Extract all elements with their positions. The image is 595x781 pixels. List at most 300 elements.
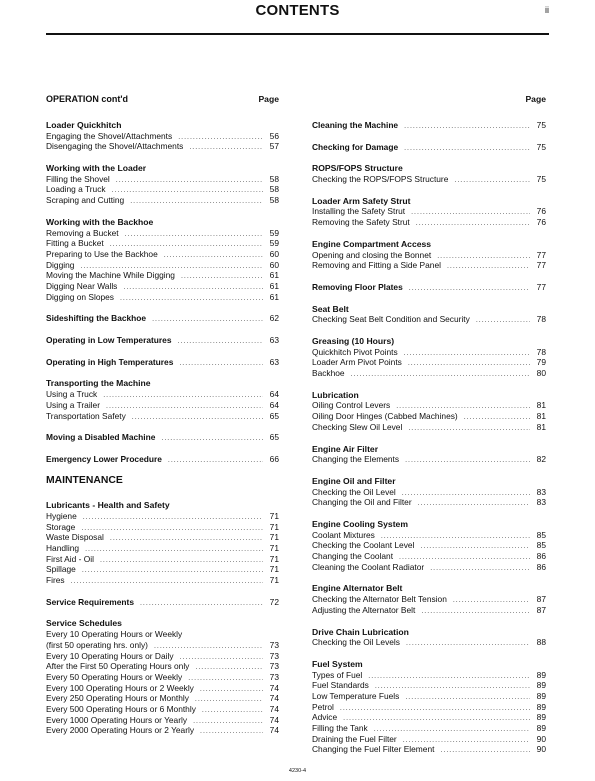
- toc-entry-page: 71: [269, 553, 279, 564]
- toc-entry[interactable]: [312, 357, 546, 368]
- toc-entry-label: After the First 50 Operating Hours only: [46, 661, 190, 672]
- toc-entry-label: Petrol: [312, 701, 334, 712]
- dot-leader: [180, 653, 263, 664]
- toc-entry[interactable]: [312, 702, 546, 713]
- dot-leader: [343, 714, 530, 725]
- dot-leader: [116, 176, 263, 187]
- dot-leader: [374, 725, 530, 736]
- toc-entry[interactable]: [46, 174, 279, 185]
- toc-entry[interactable]: [312, 368, 546, 379]
- toc-entry-label: Moving the Machine While Digging: [46, 270, 175, 281]
- toc-entry-label: Checking Slew Oil Level: [312, 421, 403, 432]
- toc-entry-page: 63: [269, 356, 279, 367]
- toc-entry-page: 90: [536, 744, 546, 755]
- toc-entry[interactable]: [46, 228, 279, 239]
- toc-entry-label: Emergency Lower Procedure: [46, 453, 162, 464]
- toc-entry[interactable]: [46, 554, 279, 565]
- dot-leader: [404, 144, 530, 155]
- toc-entry-label: Removing and Fitting a Side Panel: [312, 260, 441, 271]
- toc-section: [46, 120, 279, 152]
- toc-entry[interactable]: [312, 723, 546, 734]
- toc-entry[interactable]: [312, 250, 546, 261]
- toc-entry-page: 71: [269, 532, 279, 543]
- toc-entry[interactable]: [46, 238, 279, 249]
- left-column: [46, 94, 279, 747]
- toc-entry-label: Using a Truck: [46, 389, 98, 400]
- toc-entry-page: 76: [536, 206, 546, 217]
- toc-entry[interactable]: [46, 411, 279, 422]
- toc-entry[interactable]: [312, 497, 546, 508]
- toc-entry-label: Checking the Coolant Level: [312, 540, 415, 551]
- toc-entry-page: 64: [269, 389, 279, 400]
- dot-leader: [188, 674, 263, 685]
- toc-entry-label: Digging on Slopes: [46, 291, 114, 302]
- toc-section-entry[interactable]: [46, 597, 279, 608]
- dot-leader: [447, 262, 530, 273]
- toc-entry-label: Every 500 Operating Hours or 6 Monthly: [46, 703, 196, 714]
- toc-entry-page: 82: [536, 454, 546, 465]
- toc-entry[interactable]: [312, 454, 546, 465]
- toc-entry[interactable]: [312, 551, 546, 562]
- dot-leader: [408, 424, 530, 435]
- dot-leader: [178, 337, 264, 348]
- toc-entry[interactable]: [46, 629, 279, 640]
- toc-section: [46, 335, 279, 346]
- toc-section-entry[interactable]: [312, 282, 546, 293]
- toc-entry-label: Every 10 Operating Hours or Weekly: [46, 629, 183, 640]
- toc-entry-page: 59: [269, 227, 279, 238]
- toc-entry-page: 80: [536, 368, 546, 379]
- toc-entry-label: Coolant Mixtures: [312, 529, 375, 540]
- toc-section-heading: Seat Belt: [312, 303, 349, 314]
- toc-entry-page: 59: [269, 238, 279, 249]
- toc-entry[interactable]: [312, 411, 546, 422]
- toc-section-entry[interactable]: [312, 120, 546, 131]
- toc-entry-label: Changing the Oil and Filter: [312, 497, 412, 508]
- toc-entry-label: Advice: [312, 712, 338, 723]
- toc-entry[interactable]: [46, 522, 279, 533]
- toc-entry[interactable]: [46, 651, 279, 662]
- toc-entry-page: 74: [269, 682, 279, 693]
- toc-entry[interactable]: [46, 661, 279, 672]
- toc-section: [46, 313, 279, 324]
- toc-entry[interactable]: [46, 543, 279, 554]
- toc-entry-page: 74: [269, 703, 279, 714]
- toc-entry-page: 72: [269, 596, 279, 607]
- toc-entry-page: 83: [536, 497, 546, 508]
- toc-entry[interactable]: [46, 195, 279, 206]
- toc-entry-page: 65: [269, 410, 279, 421]
- toc-section-heading: Lubricants - Health and Safety: [46, 500, 170, 511]
- toc-entry-page: 71: [269, 575, 279, 586]
- toc-section: [46, 432, 279, 443]
- dot-leader: [453, 596, 530, 607]
- left-column-header: [46, 94, 279, 106]
- toc-entry[interactable]: [312, 174, 546, 185]
- toc-section-heading: Engine Oil and Filter: [312, 475, 396, 486]
- toc-section: [312, 444, 546, 465]
- toc-entry-page: 56: [269, 130, 279, 141]
- toc-entry-page: 64: [269, 399, 279, 410]
- toc-entry-page: 87: [536, 604, 546, 615]
- toc-section: [46, 378, 279, 421]
- toc-entry[interactable]: [46, 725, 279, 736]
- page-title: CONTENTS: [255, 2, 340, 19]
- toc-section-heading: Loader Arm Safety Strut: [312, 195, 411, 206]
- toc-entry-page: 75: [536, 141, 546, 152]
- dot-leader: [195, 695, 263, 706]
- toc-section-heading: Transporting the Machine: [46, 378, 151, 389]
- toc-entry[interactable]: [312, 605, 546, 616]
- page-number: ii: [545, 5, 549, 15]
- dot-leader: [440, 746, 530, 757]
- toc-entry-page: 86: [536, 561, 546, 572]
- toc-section-entry[interactable]: [46, 313, 279, 324]
- toc-entry[interactable]: [46, 683, 279, 694]
- toc-entry-label: Quickhitch Pivot Points: [312, 346, 398, 357]
- toc-entry[interactable]: [312, 540, 546, 551]
- page-label: Page: [258, 94, 279, 104]
- toc-entry-label: Every 2000 Operating Hours or 2 Yearly: [46, 725, 195, 736]
- toc-entry-label: Checking the ROPS/FOPS Structure: [312, 174, 449, 185]
- toc-entry[interactable]: [46, 260, 279, 271]
- toc-section-heading: Drive Chain Lubrication: [312, 626, 409, 637]
- toc-entry-label: Opening and closing the Bonnet: [312, 249, 432, 260]
- toc-entry-page: 81: [536, 400, 546, 411]
- toc-entry-label: Digging Near Walls: [46, 280, 118, 291]
- toc-entry-page: 74: [269, 693, 279, 704]
- toc-entry-label: Hygiene: [46, 510, 77, 521]
- toc-entry[interactable]: [312, 260, 546, 271]
- dot-leader: [437, 252, 530, 263]
- toc-section: [312, 282, 546, 293]
- toc-entry-page: 81: [536, 411, 546, 422]
- dot-leader: [178, 133, 263, 144]
- toc-entry-label: Service Requirements: [46, 596, 134, 607]
- toc-section: [312, 142, 546, 153]
- dot-leader: [152, 315, 263, 326]
- toc-entry-label: Removing the Safety Strut: [312, 217, 410, 228]
- dot-leader: [81, 524, 263, 535]
- dot-leader: [351, 370, 530, 381]
- right-sections: [312, 120, 546, 755]
- toc-entry-label: Sideshifting the Backhoe: [46, 313, 147, 324]
- dot-leader: [340, 704, 530, 715]
- toc-entry-page: 87: [536, 594, 546, 605]
- dot-leader: [476, 316, 530, 327]
- dot-leader: [120, 294, 263, 305]
- maintenance-sections: [46, 500, 279, 736]
- dot-leader: [189, 143, 263, 154]
- toc-section-heading: Engine Compartment Access: [312, 238, 432, 249]
- dot-leader: [411, 208, 530, 219]
- toc-entry[interactable]: [46, 704, 279, 715]
- toc-entry-label: Checking the Alternator Belt Tension: [312, 594, 447, 605]
- toc-entry-label: Oiling Door Hinges (Cabbed Machines): [312, 411, 458, 422]
- toc-entry-page: 73: [269, 671, 279, 682]
- toc-entry-label: Changing the Coolant: [312, 551, 394, 562]
- toc-entry-label: Filling the Shovel: [46, 173, 110, 184]
- dot-leader: [464, 413, 530, 424]
- toc-section: [312, 519, 546, 572]
- toc-entry[interactable]: [46, 564, 279, 575]
- dot-leader: [454, 176, 530, 187]
- toc-entry[interactable]: [312, 217, 546, 228]
- toc-entry[interactable]: [312, 422, 546, 433]
- dot-leader: [421, 607, 530, 618]
- toc-entry[interactable]: [312, 530, 546, 541]
- toc-entry[interactable]: [46, 672, 279, 683]
- toc-entry-page: 89: [536, 680, 546, 691]
- dot-leader: [100, 556, 263, 567]
- toc-entry-page: 86: [536, 551, 546, 562]
- dot-leader: [103, 391, 263, 402]
- toc-entry-label: Waste Disposal: [46, 532, 104, 543]
- toc-section-heading: Engine Air Filter: [312, 443, 379, 454]
- toc-entry-label: Adjusting the Alternator Belt: [312, 604, 416, 615]
- toc-entry-page: 74: [269, 725, 279, 736]
- toc-entry[interactable]: [312, 347, 546, 358]
- left-sections: [46, 120, 279, 465]
- toc-entry-label: Transportation Safety: [46, 410, 126, 421]
- toc-section-entry[interactable]: [46, 454, 279, 465]
- toc-entry[interactable]: [312, 637, 546, 648]
- toc-section: [312, 583, 546, 615]
- toc-entry-label: Checking the Oil Level: [312, 486, 396, 497]
- toc-entry-label: Installing the Safety Strut: [312, 206, 406, 217]
- dot-leader: [112, 186, 263, 197]
- toc-entry[interactable]: [312, 734, 546, 745]
- toc-section: [46, 454, 279, 465]
- toc-entry-label: Low Temperature Fuels: [312, 691, 400, 701]
- toc-entry-label: Loading a Truck: [46, 184, 106, 195]
- toc-entry-label: Moving a Disabled Machine: [46, 432, 156, 443]
- dot-leader: [140, 599, 263, 610]
- dot-leader: [193, 717, 263, 728]
- toc-entry-page: 78: [536, 314, 546, 325]
- toc-entry-label: Cleaning the Coolant Radiator: [312, 561, 425, 572]
- maintenance-heading: MAINTENANCE: [46, 474, 123, 486]
- toc-entry-page: 63: [269, 335, 279, 346]
- toc-entry-page: 71: [269, 543, 279, 554]
- toc-section: [312, 659, 546, 755]
- toc-entry[interactable]: [46, 532, 279, 543]
- toc-entry[interactable]: [312, 680, 546, 691]
- toc-section: [312, 239, 546, 271]
- dot-leader: [200, 727, 263, 738]
- dot-leader: [405, 456, 530, 467]
- dot-leader: [106, 402, 263, 413]
- dot-leader: [368, 672, 530, 683]
- dot-leader: [125, 230, 263, 241]
- toc-entry-page: 74: [269, 714, 279, 725]
- toc-entry-page: 85: [536, 529, 546, 540]
- toc-entry-page: 61: [269, 270, 279, 281]
- toc-section: [312, 304, 546, 325]
- toc-entry-label: Oiling Control Levers: [312, 400, 391, 411]
- toc-entry[interactable]: [312, 712, 546, 723]
- toc-entry[interactable]: [312, 744, 546, 755]
- toc-entry-label: Disengaging the Shovel/Attachments: [46, 141, 184, 152]
- toc-section-entry[interactable]: [46, 432, 279, 443]
- toc-entry-page: 58: [269, 195, 279, 206]
- operation-heading: OPERATION cont'd: [46, 94, 128, 104]
- toc-entry-page: 89: [536, 669, 546, 680]
- toc-entry[interactable]: [312, 206, 546, 217]
- toc-entry-label: Backhoe: [312, 368, 345, 379]
- toc-entry[interactable]: [46, 281, 279, 292]
- toc-entry-label: Filling the Tank: [312, 723, 368, 734]
- toc-entry-label: Checking Seat Belt Condition and Security: [312, 314, 470, 325]
- dot-leader: [71, 577, 263, 588]
- dot-leader: [200, 685, 263, 696]
- toc-entry-label: Types of Fuel: [312, 669, 363, 680]
- dot-leader: [123, 283, 263, 294]
- toc-section-heading: Working with the Loader: [46, 163, 147, 174]
- toc-section: [46, 618, 279, 736]
- toc-entry-page: 76: [536, 217, 546, 228]
- toc-section-heading: Working with the Backhoe: [46, 216, 154, 227]
- toc-section-heading: Service Schedules: [46, 618, 122, 629]
- toc-section-heading: Engine Alternator Belt: [312, 583, 403, 594]
- toc-entry-label: Removing a Bucket: [46, 227, 119, 238]
- toc-entry[interactable]: [312, 400, 546, 411]
- toc-entry-page: 81: [536, 421, 546, 432]
- toc-entry-page: 89: [536, 691, 546, 701]
- toc-entry-page: 71: [269, 564, 279, 575]
- toc-section-entry[interactable]: [46, 335, 279, 346]
- dot-leader: [179, 359, 263, 370]
- toc-entry[interactable]: [312, 670, 546, 681]
- toc-entry-page: 73: [269, 650, 279, 661]
- dot-leader: [195, 663, 263, 674]
- dot-leader: [409, 284, 530, 295]
- toc-entry-label: Using a Trailer: [46, 399, 100, 410]
- toc-entry-page: 66: [269, 453, 279, 464]
- toc-entry-label: Every 100 Operating Hours or 2 Weekly: [46, 682, 194, 693]
- toc-entry-label: Fuel Standards: [312, 680, 369, 691]
- toc-section: [312, 120, 546, 131]
- toc-section-heading: Engine Cooling System: [312, 519, 408, 529]
- toc-entry-page: 61: [269, 291, 279, 302]
- dot-leader: [82, 566, 263, 577]
- toc-entry-page: 90: [536, 733, 546, 744]
- dot-leader: [130, 197, 263, 208]
- toc-entry[interactable]: [312, 594, 546, 605]
- toc-entry-page: 75: [536, 174, 546, 185]
- toc-entry-page: 85: [536, 540, 546, 551]
- dot-leader: [168, 456, 263, 467]
- toc-entry-page: 88: [536, 637, 546, 648]
- toc-entry-label: Storage: [46, 521, 76, 532]
- toc-entry-page: 61: [269, 280, 279, 291]
- toc-entry[interactable]: [46, 389, 279, 400]
- toc-entry-page: 75: [536, 120, 546, 130]
- dot-leader: [404, 122, 530, 133]
- toc-section: [46, 217, 279, 303]
- toc-entry-label: Every 10 Operating Hours or Daily: [46, 650, 174, 661]
- toc-entry[interactable]: [46, 292, 279, 303]
- toc-entry[interactable]: [46, 141, 279, 152]
- toc-entry-label: Changing the Elements: [312, 454, 400, 465]
- dot-leader: [83, 513, 263, 524]
- toc-entry[interactable]: [46, 270, 279, 281]
- toc-entry-page: 73: [269, 639, 279, 650]
- right-column-header: [312, 94, 546, 106]
- toc-entry-label: Removing Floor Plates: [312, 281, 403, 292]
- toc-entry[interactable]: [46, 511, 279, 522]
- toc-entry-page: 77: [536, 281, 546, 292]
- toc-entry[interactable]: [46, 715, 279, 726]
- toc-entry-label: Loader Arm Pivot Points: [312, 357, 402, 368]
- toc-entry[interactable]: [312, 314, 546, 325]
- title-rule: [46, 33, 549, 35]
- dot-leader: [181, 272, 263, 283]
- toc-entry[interactable]: [46, 693, 279, 704]
- toc-section: [312, 390, 546, 433]
- toc-entry-page: 71: [269, 510, 279, 521]
- toc-section: [46, 597, 279, 608]
- toc-section-heading: Lubrication: [312, 389, 359, 400]
- toc-entry-page: 77: [536, 249, 546, 260]
- toc-section-heading: Fuel System: [312, 658, 363, 669]
- dot-leader: [161, 434, 263, 445]
- toc-section-entry[interactable]: [46, 357, 279, 368]
- toc-entry-page: 62: [269, 313, 279, 324]
- toc-section: [46, 500, 279, 586]
- dot-leader: [405, 693, 530, 704]
- toc-section: [312, 336, 546, 379]
- toc-entry-label: (first 50 operating hrs. only): [46, 639, 148, 650]
- dot-leader: [402, 489, 530, 500]
- toc-entry-label: Engaging the Shovel/Attachments: [46, 130, 173, 141]
- toc-entry-label: Every 1000 Operating Hours or Yearly: [46, 714, 188, 725]
- toc-entry-label: Operating in High Temperatures: [46, 356, 174, 367]
- toc-section-entry[interactable]: [312, 142, 546, 153]
- toc-entry-label: Draining the Fuel Filter: [312, 733, 397, 744]
- page-label: Page: [525, 94, 546, 104]
- toc-entry-page: 77: [536, 260, 546, 271]
- toc-entry-label: Preparing to Use the Backhoe: [46, 248, 158, 259]
- toc-entry-page: 58: [269, 173, 279, 184]
- dot-leader: [110, 534, 263, 545]
- toc-entry-label: Fitting a Bucket: [46, 238, 104, 249]
- toc-entry-label: Checking the Oil Levels: [312, 637, 400, 648]
- toc-entry-label: Operating in Low Temperatures: [46, 335, 172, 346]
- toc-entry-label: Checking for Damage: [312, 141, 399, 152]
- toc-entry[interactable]: [46, 184, 279, 195]
- toc-entry[interactable]: [312, 487, 546, 498]
- dot-leader: [418, 499, 530, 510]
- toc-entry-label: Digging: [46, 259, 75, 270]
- toc-entry-page: 79: [536, 357, 546, 368]
- toc-entry[interactable]: [46, 575, 279, 586]
- toc-entry-page: 58: [269, 184, 279, 195]
- dot-leader: [202, 706, 263, 717]
- toc-entry-page: 89: [536, 723, 546, 734]
- dot-leader: [404, 349, 530, 360]
- toc-section-heading: Loader Quickhitch: [46, 120, 122, 130]
- toc-entry[interactable]: [46, 640, 279, 651]
- toc-entry[interactable]: [46, 400, 279, 411]
- toc-entry[interactable]: [312, 691, 546, 702]
- toc-section: [312, 163, 546, 184]
- toc-entry-label: Every 50 Operating Hours or Weekly: [46, 671, 183, 682]
- toc-entry[interactable]: [46, 131, 279, 142]
- dot-leader: [164, 251, 263, 262]
- toc-section: [312, 627, 546, 648]
- footer-code: 4230-4: [288, 768, 307, 774]
